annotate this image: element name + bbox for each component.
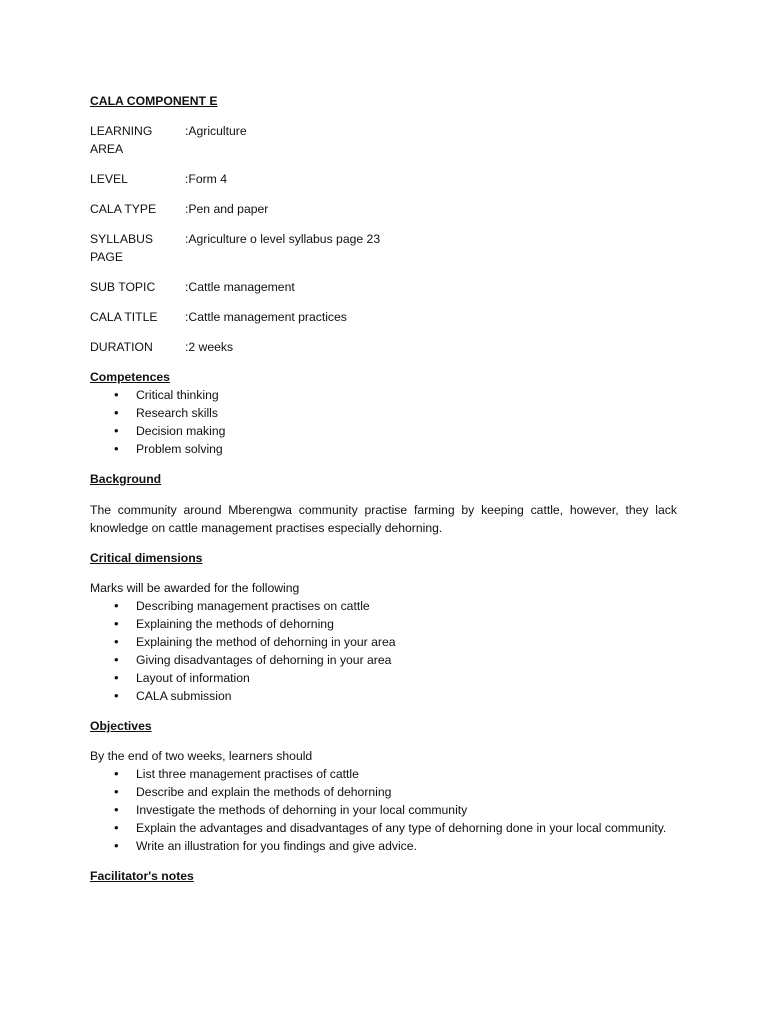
background-heading: Background [90,472,162,486]
field-sub-topic [90,278,677,296]
list-item: • List three management practises of cattle [90,765,677,783]
list-item: • Explaining the method of dehorning in your area [90,633,677,651]
field-list [90,122,677,356]
list-item: • Explaining the methods of dehorning [90,615,677,633]
list-item: • CALA submission [90,687,677,705]
objectives-list [90,765,677,855]
document-title: CALA COMPONENT E [90,94,218,108]
list-item: • Describing management practises on cattle [90,597,677,615]
list-item: • Critical thinking [90,386,677,404]
field-value: :2 weeks [185,340,234,354]
field-label: CALA TITLE [90,310,158,324]
list-item: • Research skills [90,404,677,422]
field-cala-title [90,308,677,326]
field-label: SUB TOPIC [90,280,156,294]
objectives-heading: Objectives [90,719,152,733]
field-label: SYLLABUS PAGE [90,232,154,264]
field-learning-area [90,122,677,158]
list-item: • Investigate the methods of dehorning in your local community [90,801,677,819]
background-text: The community around Mberengwa community practise farming by keeping cattle, however, they lack knowledge on cattle management practises especially dehorning. [90,503,677,535]
competences-list [90,386,677,458]
list-item: • Giving disadvantages of dehorning in your area [90,651,677,669]
field-label: LEARNING AREA [90,124,153,156]
field-level [90,170,677,188]
field-value: :Agriculture [185,124,247,138]
field-value: :Cattle management [185,280,295,294]
field-syllabus-page [90,230,677,266]
field-label: CALA TYPE [90,202,157,216]
list-item: • Layout of information [90,669,677,687]
field-value: :Pen and paper [185,202,269,216]
critical-dimensions-list [90,597,677,705]
field-value: :Cattle management practices [185,310,347,324]
field-value: :Form 4 [185,172,227,186]
field-label: LEVEL [90,172,128,186]
list-item: • Decision making [90,422,677,440]
list-item: • Explain the advantages and disadvantages of any type of dehorning done in your local community. [90,819,677,837]
list-item: • Problem solving [90,440,677,458]
critical-dimensions-heading: Critical dimensions [90,551,203,565]
critical-dimensions-intro: Marks will be awarded for the following [90,581,300,595]
document-content [90,92,677,885]
list-item: • Describe and explain the methods of dehorning [90,783,677,801]
competences-heading: Competences [90,370,170,384]
field-duration [90,338,677,356]
objectives-intro: By the end of two weeks, learners should [90,749,313,763]
field-cala-type [90,200,677,218]
field-label: DURATION [90,340,153,354]
facilitators-notes-heading: Facilitator's notes [90,869,194,883]
list-item: • Write an illustration for you findings and give advice. [90,837,677,855]
field-value: :Agriculture o level syllabus page 23 [185,232,381,246]
